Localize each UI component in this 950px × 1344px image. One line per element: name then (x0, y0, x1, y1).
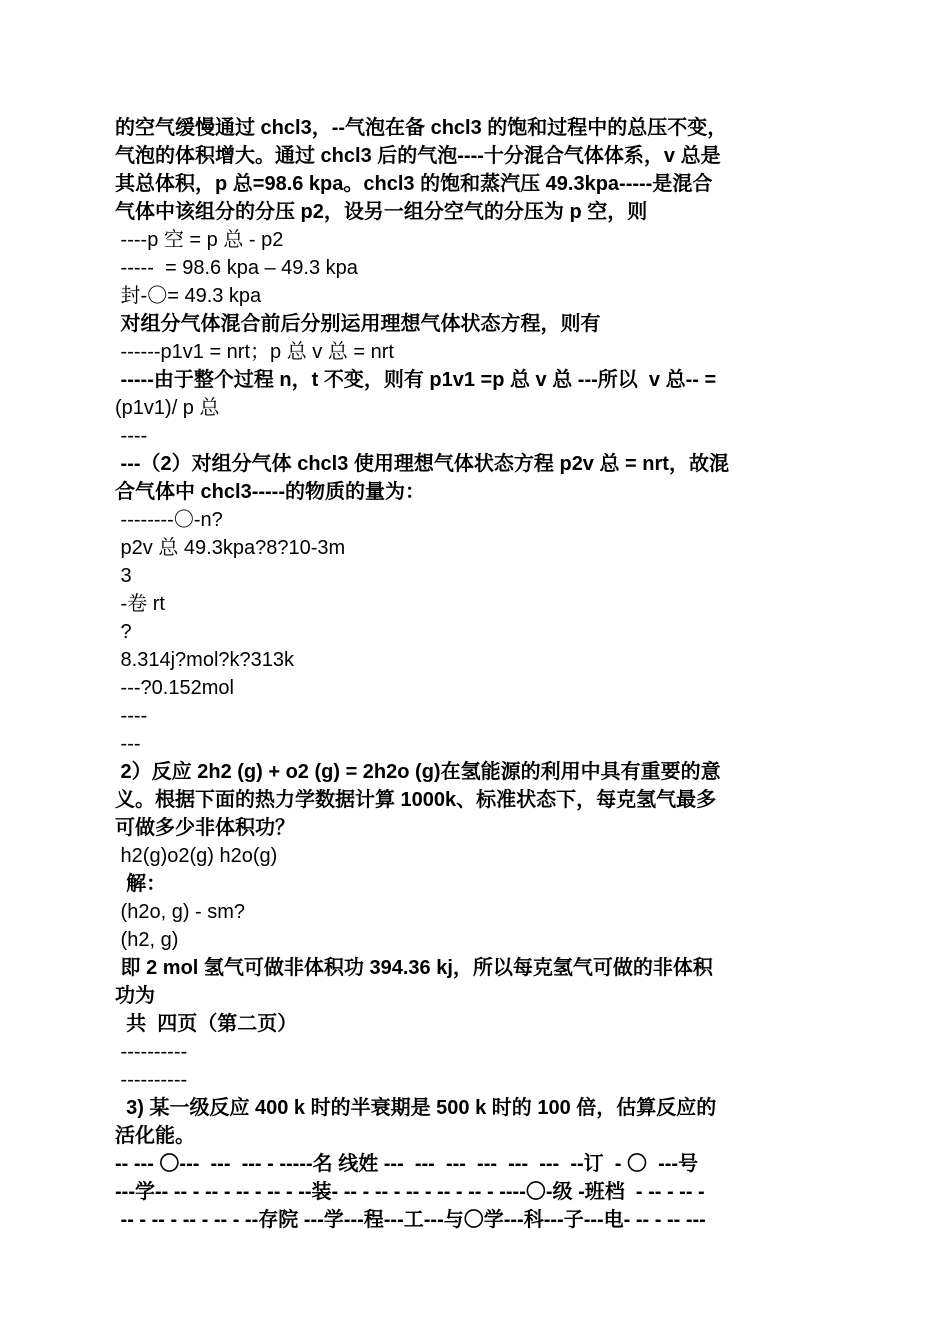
page-footer: 共 四页（第二页） (115, 1013, 298, 1035)
text-line: 义。根据下面的热力学数据计算 1000k、标准状态下，每克氢气最多 (115, 789, 717, 811)
binding-margin-line: ---学-- -- - -- - -- - -- - --装- -- - -- - -- - -- - -- - ----〇-级 -班档 - -- - -- - (115, 1181, 705, 1203)
text-line: 其总体积，p 总=98.6 kpa。chcl3 的饱和蒸汽压 49.3kpa-----是混合 (115, 173, 713, 195)
binding-margin-line: -- - -- - -- - -- - --存院 ---学---程---工---与〇学---科---子---电- -- - -- --- (115, 1209, 706, 1231)
text-line: (h2o, g) - sm? (115, 901, 246, 923)
text-line: p2v 总 49.3kpa?8?10-3m (115, 537, 346, 559)
text-line: -----由于整个过程 n，t 不变，则有 p1v1 =p 总 v 总 ---所以 v 总-- = (115, 369, 717, 391)
text-line: 2）反应 2h2 (g) + o2 (g) = 2h2o (g)在氢能源的利用中具有重要的意 (115, 761, 721, 783)
text-line: 合气体中 chcl3-----的物质的量为： (115, 481, 425, 503)
text-line: (p1v1)/ p 总 (115, 397, 220, 419)
text-line: 气体中该组分的分压 p2，设另一组分空气的分压为 p 空，则 (115, 201, 648, 223)
text-line: 活化能。 (115, 1125, 195, 1147)
text-line: 解： (115, 873, 167, 895)
text-line: ------p1v1 = nrt；p 总 v 总 = nrt (115, 341, 394, 363)
text-line: (h2, g) (115, 929, 179, 951)
text-line: 8.314j?mol?k?313k (115, 649, 295, 671)
text-line: 封-〇= 49.3 kpa (115, 285, 262, 307)
binding-margin-line: -- --- 〇--- --- --- - -----名 线姓 --- --- --- --- --- --- --订 - 〇 ---号 (115, 1153, 699, 1175)
text-line: 3) 某一级反应 400 k 时的半衰期是 500 k 时的 100 倍，估算反应的 (115, 1097, 717, 1119)
text-line: 即 2 mol 氢气可做非体积功 394.36 kj，所以每克氢气可做的非体积 (115, 957, 713, 979)
text-line: 气泡的体积增大。通过 chcl3 后的气泡----十分混合气体体系，v 总是 (115, 145, 721, 167)
text-line: 3 (115, 565, 132, 587)
text-line: h2(g)o2(g) h2o(g) (115, 845, 278, 867)
text-line: ----- = 98.6 kpa – 49.3 kpa (115, 257, 358, 279)
text-line: ? (115, 621, 132, 643)
text-line: ---?0.152mol (115, 677, 234, 699)
text-line: 可做多少非体积功？ (115, 817, 295, 839)
text-line: ---- (115, 705, 148, 727)
text-line: ---------- (115, 1069, 188, 1091)
text-line: -卷 rt (115, 593, 165, 615)
text-line: 的空气缓慢通过 chcl3，--气泡在备 chcl3 的饱和过程中的总压不变， (115, 117, 728, 139)
text-line: ----p 空 = p 总 - p2 (115, 229, 284, 251)
text-line: ---- (115, 425, 148, 447)
text-line: 功为 (115, 985, 155, 1007)
text-line: --------〇-n? (115, 509, 223, 531)
text-line: ---------- (115, 1041, 188, 1063)
text-line: 对组分气体混合前后分别运用理想气体状态方程，则有 (115, 313, 601, 335)
text-line: --- (115, 733, 141, 755)
text-line: ---（2）对组分气体 chcl3 使用理想气体状态方程 p2v 总 = nrt，故混 (115, 453, 729, 475)
